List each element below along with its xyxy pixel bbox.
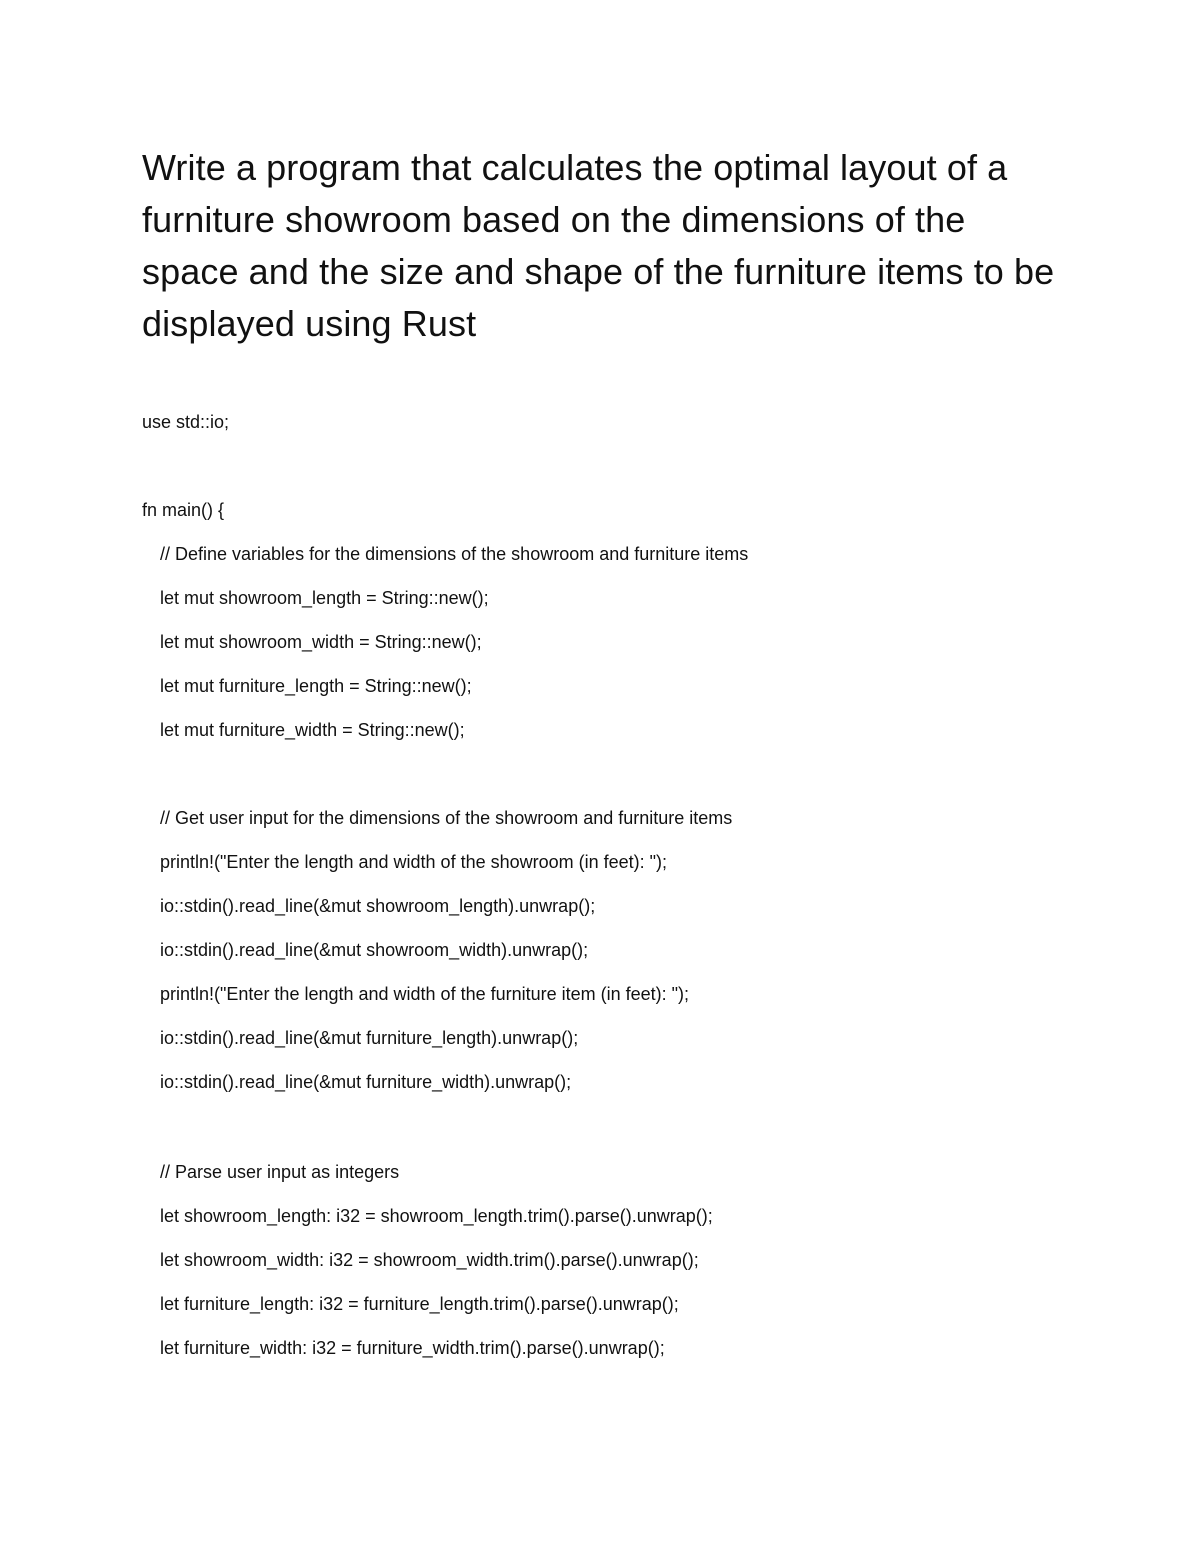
code-line: let showroom_width: i32 = showroom_width.trim().parse().unwrap();	[160, 1250, 699, 1270]
title-line: Write a program that calculates the optimal layout of a	[142, 147, 1008, 188]
code-line-use: use std::io;	[142, 412, 230, 432]
code-line: io::stdin().read_line(&mut showroom_width).unwrap();	[160, 940, 589, 960]
code-line: let furniture_length: i32 = furniture_length.trim().parse().unwrap();	[160, 1294, 679, 1314]
code-line: let mut furniture_length = String::new();	[160, 676, 472, 696]
code-line: let mut showroom_length = String::new();	[160, 588, 489, 608]
code-comment: // Parse user input as integers	[160, 1162, 400, 1182]
code-line: io::stdin().read_line(&mut furniture_width).unwrap();	[160, 1072, 572, 1092]
title-line: furniture showroom based on the dimensions of the	[142, 199, 966, 240]
title-line: displayed using Rust	[142, 303, 477, 344]
code-line: println!("Enter the length and width of the showroom (in feet): ");	[160, 852, 668, 872]
code-line: let showroom_length: i32 = showroom_length.trim().parse().unwrap();	[160, 1206, 713, 1226]
code-line: let furniture_width: i32 = furniture_width.trim().parse().unwrap();	[160, 1338, 665, 1358]
code-line: io::stdin().read_line(&mut showroom_length).unwrap();	[160, 896, 596, 916]
code-line: let mut showroom_width = String::new();	[160, 632, 482, 652]
document-title	[142, 142, 1082, 350]
code-line-fn-main: fn main() {	[142, 500, 225, 520]
code-line: println!("Enter the length and width of the furniture item (in feet): ");	[160, 984, 690, 1004]
code-line: io::stdin().read_line(&mut furniture_length).unwrap();	[160, 1028, 579, 1048]
code-comment: // Define variables for the dimensions of the showroom and furniture items	[160, 544, 749, 564]
code-comment: // Get user input for the dimensions of the showroom and furniture items	[160, 808, 733, 828]
code-line: let mut furniture_width = String::new();	[160, 720, 465, 740]
title-line: space and the size and shape of the furniture items to be	[142, 251, 1055, 292]
